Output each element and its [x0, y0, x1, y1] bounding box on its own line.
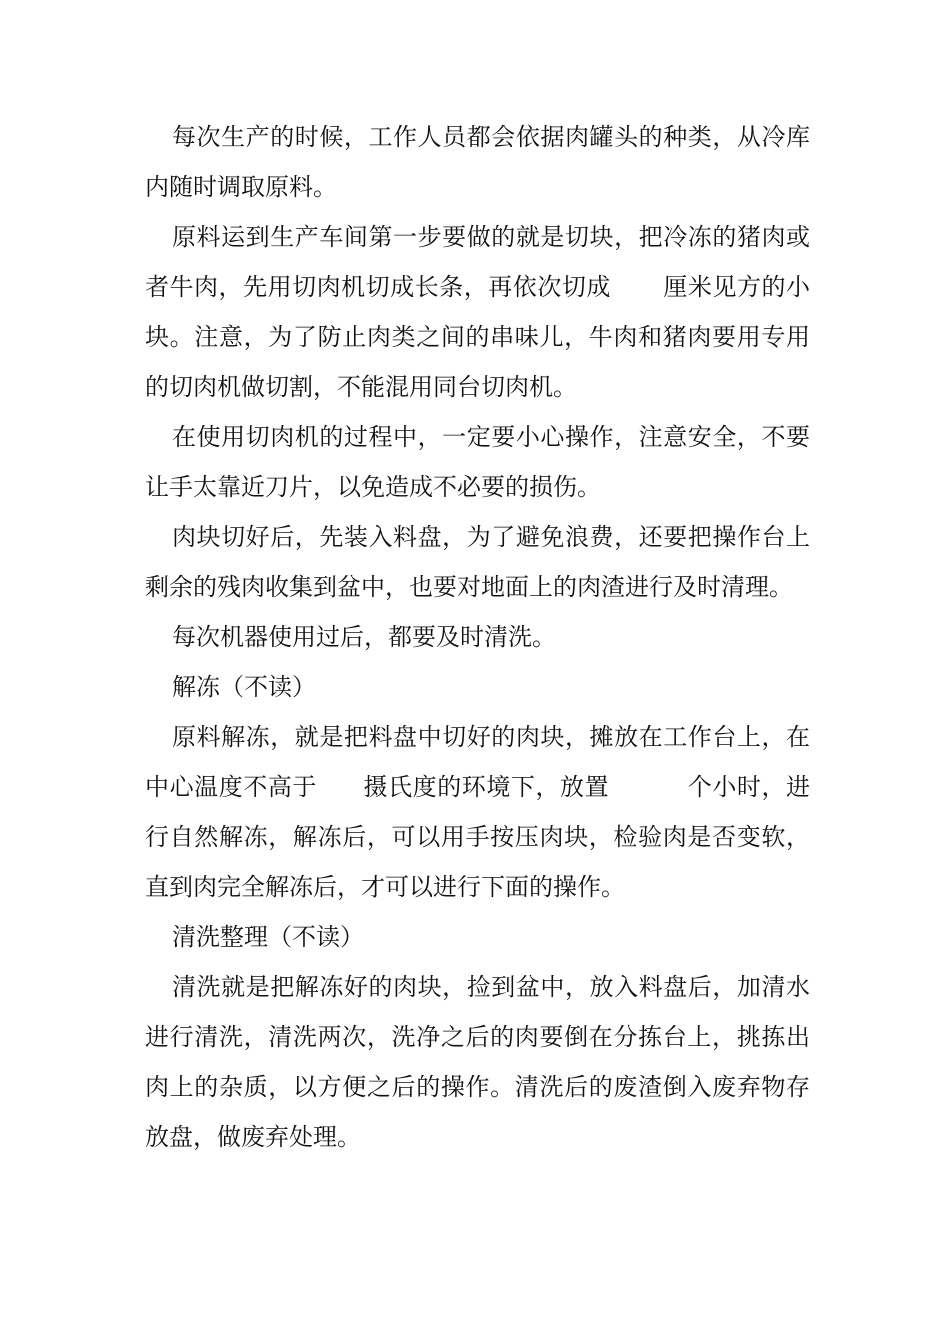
- section-heading-thawing: [145, 662, 810, 712]
- paragraph-washing: [145, 962, 810, 1162]
- paragraph-text-part-a: 原料解冻，就是把料盘中切好的肉块，摊放在工作台上，在中心温度不高于: [145, 723, 810, 801]
- paragraph-text-part-b: 厘米见方的小块。注意，为了防止肉类之间的串味儿，牛肉和猪肉要用专用的切肉机做切割，不能混用同台切肉机。: [145, 273, 811, 401]
- paragraph-text-part-c: 个小时，进行自然解冻，解冻后，可以用手按压肉块，检验肉是否变软，直到肉完全解冻后，才可以进行下面的操作。: [145, 773, 811, 901]
- heading-text: 解冻（不读）: [172, 673, 316, 701]
- paragraph-thawing: [145, 712, 810, 912]
- paragraph-raw-material-retrieval: [145, 112, 810, 212]
- paragraph-text-part-b: 摄氏度的环境下，放置: [362, 773, 610, 801]
- paragraph-safety: [145, 412, 810, 512]
- document-page: [145, 112, 810, 1162]
- paragraph-collect-scraps: [145, 512, 810, 612]
- heading-text: 清洗整理（不读）: [172, 923, 364, 951]
- paragraph-text: 每次生产的时候，工作人员都会依据肉罐头的种类，从冷库内随时调取原料。: [145, 123, 810, 201]
- paragraph-text-part-a: 原料运到生产车间第一步要做的就是切块，把冷冻的猪肉或者牛肉，先用切肉机切成长条，再依次切成: [145, 223, 810, 301]
- section-heading-washing: [145, 912, 810, 962]
- paragraph-text: 清洗就是把解冻好的肉块，捡到盆中，放入料盘后，加清水进行清洗，清洗两次，洗净之后的肉要倒在分拣台上，挑拣出肉上的杂质，以方便之后的操作。清洗后的废渣倒入废弃物存放盘，做废弃处理。: [145, 973, 810, 1151]
- paragraph-cutting: [145, 212, 810, 412]
- paragraph-text: 每次机器使用过后，都要及时清洗。: [172, 623, 556, 651]
- paragraph-text: 肉块切好后，先装入料盘，为了避免浪费，还要把操作台上剩余的残肉收集到盆中，也要对地面上的肉渣进行及时清理。: [145, 523, 810, 601]
- paragraph-machine-cleaning: [145, 612, 810, 662]
- paragraph-text: 在使用切肉机的过程中，一定要小心操作，注意安全，不要让手太靠近刀片，以免造成不必要的损伤。: [145, 423, 810, 501]
